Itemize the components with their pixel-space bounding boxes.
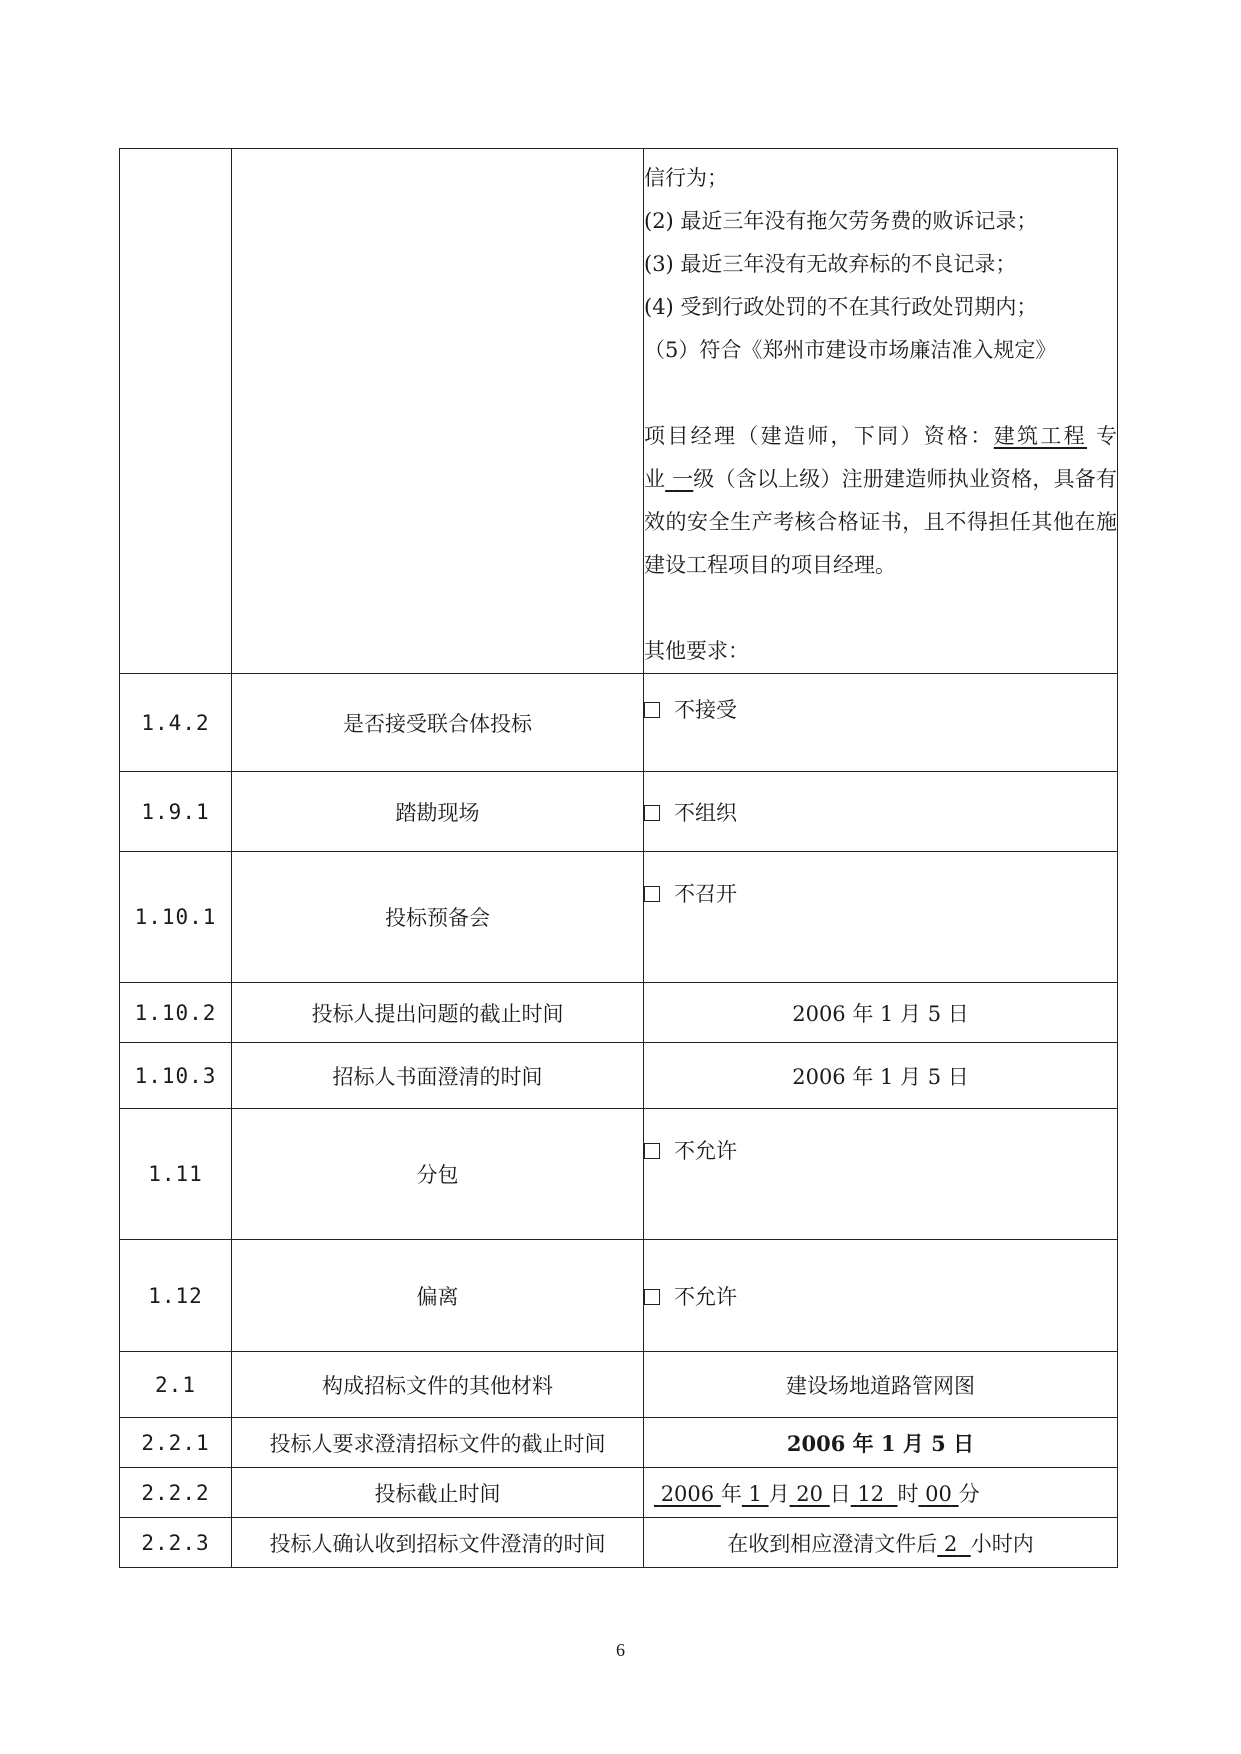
- row-number: 2.2.3: [120, 1518, 232, 1568]
- pm-rest: 级（含以上级）注册建造师执业资格，具备有效的安全生产考核合格证书，且不得担任其他在施建设工程项目的项目经理。: [644, 467, 1118, 577]
- qualification-line: (4) 受到行政处罚的不在其行政处罚期内；: [644, 295, 1038, 319]
- row-content: [644, 1240, 1118, 1352]
- confirm-suffix: 小时内: [970, 1531, 1034, 1556]
- row-item: 投标预备会: [232, 852, 644, 983]
- row-content: [644, 674, 1118, 772]
- deadline-minute: 00: [925, 1481, 952, 1506]
- row-number: 2.2.2: [120, 1468, 232, 1518]
- row-number: 1.10.3: [120, 1043, 232, 1109]
- table-row: [120, 1109, 1118, 1240]
- table-row-qualification-cont: [120, 149, 1118, 674]
- confirm-hours: 2: [943, 1531, 958, 1556]
- checkbox-icon: [644, 702, 660, 718]
- pm-specialty-suffix: 专业: [644, 424, 1117, 491]
- deadline-day: 20: [796, 1481, 823, 1506]
- row-item: 投标人确认收到招标文件澄清的时间: [232, 1518, 644, 1568]
- row-content: [644, 852, 1118, 983]
- row-content-text: 不召开: [674, 882, 737, 906]
- row-content: [644, 772, 1118, 852]
- table-row: [120, 852, 1118, 983]
- spacer: [644, 587, 1117, 630]
- row-content: 建设场地道路管网图: [644, 1352, 1118, 1418]
- row-number-cell: [120, 149, 232, 674]
- table-row: [120, 1418, 1118, 1468]
- table-row: [120, 1043, 1118, 1109]
- row-item: 招标人书面澄清的时间: [232, 1043, 644, 1109]
- qualification-line: (3) 最近三年没有无故弃标的不良记录；: [644, 252, 1017, 276]
- row-item: 是否接受联合体投标: [232, 674, 644, 772]
- row-number: 2.2.1: [120, 1418, 232, 1468]
- project-manager-requirement: [644, 415, 1117, 587]
- row-item: 投标人要求澄清招标文件的截止时间: [232, 1418, 644, 1468]
- pm-specialty: 建筑工程: [993, 424, 1087, 448]
- row-content-text: 不允许: [674, 1139, 737, 1163]
- row-number: 1.10.2: [120, 983, 232, 1043]
- row-item: 构成招标文件的其他材料: [232, 1352, 644, 1418]
- table-row: [120, 1240, 1118, 1352]
- pm-prefix: 项目经理（建造师，下同）资格：: [644, 424, 994, 448]
- bid-data-table: [119, 148, 1118, 1568]
- row-content-text: 不允许: [674, 1284, 737, 1309]
- qualification-line: (2) 最近三年没有拖欠劳务费的败诉记录；: [644, 209, 1038, 233]
- qualification-line: 信行为；: [644, 166, 728, 190]
- confirm-prefix: 在收到相应澄清文件后: [727, 1531, 938, 1556]
- table-row: [120, 1468, 1118, 1518]
- row-content-text: 不组织: [674, 800, 737, 825]
- deadline-year: 2006: [660, 1481, 715, 1506]
- row-item: 投标人提出问题的截止时间: [232, 983, 644, 1043]
- confirm-time-content: [644, 1518, 1118, 1568]
- day-unit: 日: [829, 1481, 851, 1506]
- row-item: 偏离: [232, 1240, 644, 1352]
- checkbox-icon: [644, 886, 660, 902]
- year-unit: 年: [720, 1481, 742, 1506]
- row-content: 2006 年 1 月 5 日: [644, 1418, 1118, 1468]
- deadline-hour: 12: [857, 1481, 885, 1506]
- deadline-month: 1: [748, 1481, 762, 1506]
- bid-deadline-content: [644, 1468, 1118, 1518]
- qualification-content-cell: [644, 149, 1118, 674]
- row-number: 1.10.1: [120, 852, 232, 983]
- row-number: 1.9.1: [120, 772, 232, 852]
- row-content: 2006 年 1 月 5 日: [644, 1043, 1118, 1109]
- row-number: 1.11: [120, 1109, 232, 1240]
- table-row: [120, 674, 1118, 772]
- qualification-line: （5）符合《郑州市建设市场廉洁准入规定》: [644, 338, 1057, 362]
- hour-unit: 时: [897, 1481, 919, 1506]
- row-content: 2006 年 1 月 5 日: [644, 983, 1118, 1043]
- minute-unit: 分: [958, 1481, 980, 1506]
- month-unit: 月: [768, 1481, 790, 1506]
- row-item: 分包: [232, 1109, 644, 1240]
- spacer: [644, 372, 1117, 415]
- row-number: 1.12: [120, 1240, 232, 1352]
- checkbox-icon: [644, 805, 660, 821]
- table-row: [120, 772, 1118, 852]
- row-content-text: 不接受: [674, 698, 737, 722]
- page-number: 6: [616, 1640, 625, 1660]
- table-row: [120, 983, 1118, 1043]
- row-number: 1.4.2: [120, 674, 232, 772]
- table-row: [120, 1352, 1118, 1418]
- row-content: [644, 1109, 1118, 1240]
- row-item: 踏勘现场: [232, 772, 644, 852]
- row-item-cell: [232, 149, 644, 674]
- other-requirements: 其他要求：: [644, 639, 749, 663]
- row-item: 投标截止时间: [232, 1468, 644, 1518]
- checkbox-icon: [644, 1289, 660, 1305]
- row-number: 2.1: [120, 1352, 232, 1418]
- pm-grade: 一: [672, 467, 694, 491]
- table-row: [120, 1518, 1118, 1568]
- checkbox-icon: [644, 1143, 660, 1159]
